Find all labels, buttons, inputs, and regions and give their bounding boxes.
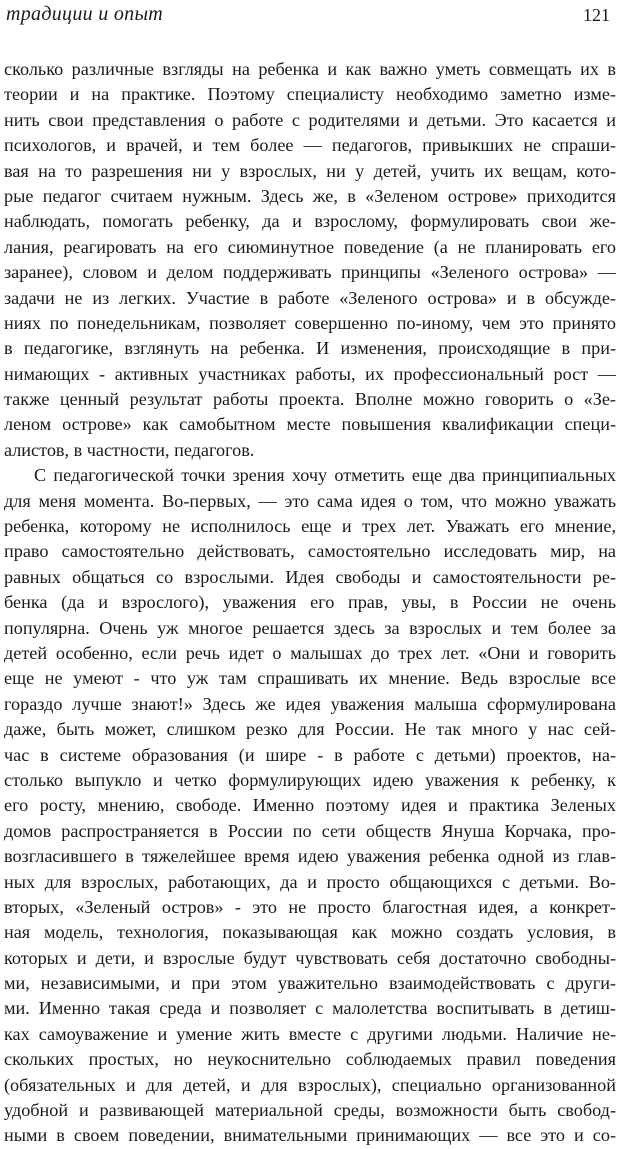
text-line: С педагогической точки зрения хочу отметить еще два принципиальных xyxy=(34,465,616,486)
text-line: для меня момента. Во-первых, — это сама идея о том, что можно уважать xyxy=(4,490,616,511)
text-line: (обязательных и для детей, и для взрослых), специально организованной xyxy=(4,1074,616,1095)
text-line: гораздо лучше знают!» Здесь же идея уважения малыша сформулирована xyxy=(4,693,616,714)
text-line: бенка (да и взрослого), уважения его прав, увы, в России не очень xyxy=(4,592,616,613)
text-line: ми. Именно такая среда и позволяет с малолетства воспитывать в детиш- xyxy=(4,998,616,1019)
text-line: детей особенно, если речь идет о малышах до трех лет. «Они и говорить xyxy=(4,642,616,663)
text-line: которых и дети, и взрослые будут чувствовать себя достаточно свободны- xyxy=(4,947,616,968)
text-line: ребенка, которому не исполнилось еще и трех лет. Уважать его мнение, xyxy=(4,516,616,537)
text-line: домов распространяется в России по сети обществ Януша Корчака, про- xyxy=(4,820,616,841)
text-line: также ценный результат работы проекта. Вполне можно говорить о «Зе- xyxy=(4,389,616,410)
text-line: психологов, и врачей, и тем более — педагогов, привыкших не спраши- xyxy=(4,135,616,156)
text-line: ми, независимыми, и при этом уважительно взаимодействовать с други- xyxy=(4,973,616,994)
text-line: сколько различные взгляды на ребенка и как важно уметь совмещать их в xyxy=(4,59,616,79)
text-line: ная модель, технология, показывающая как можно создать условия, в xyxy=(4,922,616,943)
text-line: столько выпукло и четко формулирующих идею уважения к ребенку, к xyxy=(4,769,616,790)
text-line: его росту, мнению, свободе. Именно поэтому идея и практика Зеленых xyxy=(4,795,616,816)
text-line: час в системе образования (и шире - в работе с детьми) проектов, на- xyxy=(4,744,616,765)
text-line: ках самоуважение и умение жить вместе с другими людьми. Наличие не- xyxy=(4,1023,616,1044)
text-line: вая на то разрешения ни у взрослых, ни у детей, учить их вещам, кото- xyxy=(4,160,616,181)
text-line: лания, реагировать на его сиюминутное поведение (а не планировать его xyxy=(4,236,616,257)
text-line: ных для взрослых, работающих, да и просто общающихся с детьми. Во- xyxy=(4,871,616,892)
text-line: в педагогике, взглянуть на ребенка. И изменения, происходящие в при- xyxy=(4,338,616,359)
text-line: скольких простых, но неукоснительно соблюдаемых правил поведения xyxy=(4,1049,616,1070)
text-line: ными в своем поведении, внимательными принимающих — все это и со- xyxy=(4,1125,616,1146)
body-text xyxy=(4,57,616,1149)
paragraph xyxy=(4,463,616,1149)
text-line: нить свои представления о работе с родителями и детьми. Это касается и xyxy=(4,109,616,130)
text-line: леном острове» как самобытном месте повышения квалификации специ- xyxy=(4,414,616,435)
text-line: алистов, в частности, педагогов. xyxy=(4,439,255,460)
text-line: задачи не из легких. Участие в работе «Зеленого острова» и в обсужде- xyxy=(4,287,616,308)
text-line: нимающих - активных участниках работы, их профессиональный рост — xyxy=(4,363,616,384)
text-line: заранее), словом и делом поддерживать принципы «Зеленого острова» — xyxy=(4,262,616,283)
running-header xyxy=(6,3,610,33)
text-line: теории и на практике. Поэтому специалисту необходимо заметно изме- xyxy=(4,84,616,105)
text-line: популярна. Очень уж многое решается здесь за взрослых и тем более за xyxy=(4,617,616,638)
text-line: рые педагог считаем нужным. Здесь же, в «Зеленом острове» приходится xyxy=(4,185,616,206)
text-line: еще не умеют - что уж там спрашивать их мнение. Ведь взрослые все xyxy=(4,668,616,689)
text-line: равных общаться со взрослыми. Идея свободы и самостоятельности ре- xyxy=(4,566,616,587)
paragraph xyxy=(4,57,616,463)
text-line: возгласившего в тяжелейшее время идею уважения ребенка одной из глав- xyxy=(4,846,616,867)
running-header-title: традиции и опыт xyxy=(6,3,164,25)
text-line: даже, быть может, слишком резко для России. Не так много у нас сей- xyxy=(4,719,616,740)
text-line: право самостоятельно действовать, самостоятельно исследовать мир, на xyxy=(4,541,616,562)
text-line: вторых, «Зеленый остров» - это не просто благостная идея, а конкрет- xyxy=(4,896,616,917)
text-line: ниях по понедельникам, позволяет совершенно по-иному, чем это принято xyxy=(4,312,616,333)
text-line: удобной и развивающей материальной среды, возможности быть свобод- xyxy=(4,1100,616,1121)
text-line: наблюдать, помогать ребенку, да и взрослому, формулировать свои же- xyxy=(4,211,616,232)
page-number: 121 xyxy=(583,5,610,25)
